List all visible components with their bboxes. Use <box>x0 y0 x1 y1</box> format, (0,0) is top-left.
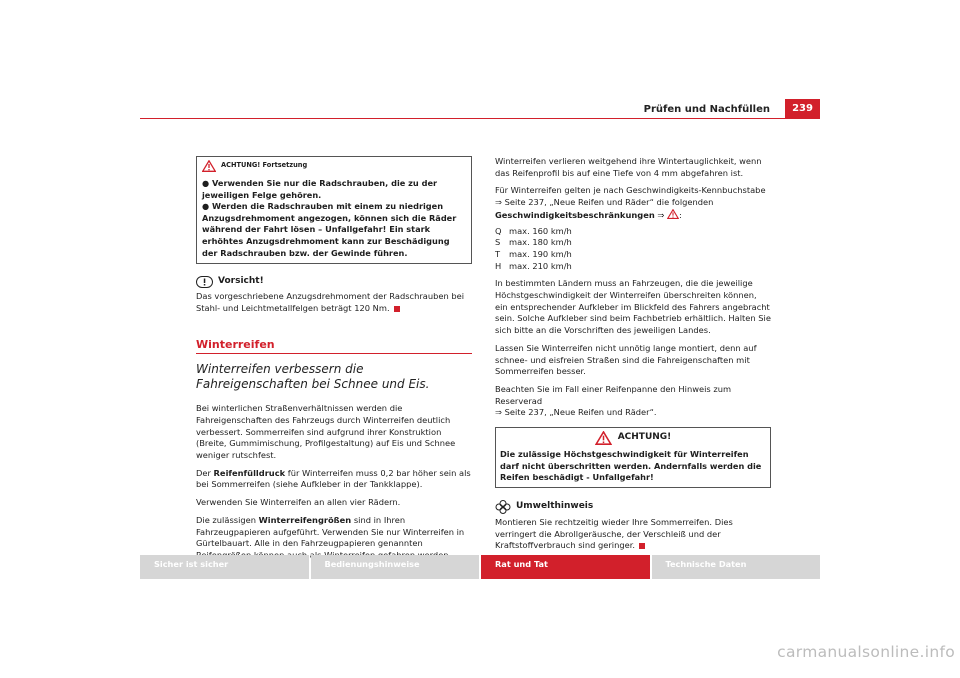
winter-paragraph-1: Bei winterlichen Straßenverhältnissen werden die Fahreigenschaften des Fahrzeugs durch Winterreifen deutlich verbessert. Sommerreifen sind aufgrund ihrer Konstruktion (Breite, Gummimischung, Profilgestaltung) auf Eis und Schnee weniger rutschfest. <box>196 403 456 461</box>
achtung-title: ACHTUNG! <box>617 432 672 443</box>
speed-row: Q max. 160 km/h <box>495 225 572 236</box>
bullet-icon: ● <box>202 178 210 188</box>
warning-bullet-1: ● Verwenden Sie nur die Radschrauben, die zu der jeweiligen Felge gehören. <box>202 178 438 200</box>
footer-tab-rat-und-tat[interactable]: Rat und Tat <box>481 555 650 579</box>
footer-tab-bedienung[interactable]: Bedienungshinweise <box>311 555 480 579</box>
achtung-text: Die zulässige Höchstgeschwindigkeit für Winterreifen darf nicht überschritten werden. Andernfalls werden die Reifen beschädigt - Unfallgefahr! <box>500 449 762 483</box>
umwelt-text: Montieren Sie rechtzeitig wieder Ihre Sommerreifen. Dies verringert die Abrollgeräusche, der Verschleiß und der Kraftstoffverbrauch sind geringer. <box>495 516 733 551</box>
umwelt-title: Umwelthinweis <box>516 500 594 511</box>
flower-icon <box>495 500 511 514</box>
vorsicht-text: Das vorgeschriebene Anzugsdrehmoment der Radschrauben bei Stahl- und Leichtmetallfelgen beträgt 120 Nm. <box>196 291 465 313</box>
section-title: Winterreifen <box>196 337 275 351</box>
speed-row: H max. 210 km/h <box>495 260 572 271</box>
winter-paragraph-2: Der Reifenfülldruck für Winterreifen muss 0,2 bar höher sein als bei Sommerreifen (siehe Aufkleber in der Tankklappe). <box>196 467 471 490</box>
warning-triangle-icon <box>202 160 216 172</box>
speed-row: S max. 180 km/h <box>495 237 572 248</box>
right-column <box>495 156 771 552</box>
right-paragraph-1: Winterreifen verlieren weitgehend ihre Wintertauglichkeit, wenn das Reifenprofil bis auf eine Tiefe von 4 mm abgefahren ist. <box>495 156 762 178</box>
right-paragraph-4: Lassen Sie Winterreifen nicht unnötig lange montiert, denn auf schnee- und eisfreien Straßen sind die Fahreigenschaften mit Sommerreifen besser. <box>495 342 757 377</box>
vorsicht-note <box>196 276 472 314</box>
footer-tab-sicher[interactable]: Sicher ist sicher <box>140 555 309 579</box>
watermark: carmanualsonline.info <box>777 643 955 661</box>
section-subtitle: Winterreifen verbessern die Fahreigenschaften bei Schnee und Eis. <box>196 362 430 392</box>
speed-limit-list <box>495 226 771 273</box>
winter-paragraph-4: Die zulässigen Winterreifengrößen sind in Ihren Fahrzeugpapieren aufgeführt. Verwenden Sie nur Winterreifen in Gürtelbauart. Alle in den Fahrzeugpapieren genannten <box>196 514 465 549</box>
warning-continued-title: ACHTUNG! Fortsetzung <box>221 161 308 170</box>
right-paragraph-3: In bestimmten Ländern muss an Fahrzeugen, die die jeweilige Höchstgeschwindigkeit der Winterreifen überschreiten können, ein entsprechender Aufkleber im Blickfeld des Fahrers angebracht sein. Solche Aufkleber sind beim Fachbetrieb erhältlich. Halten Sie sich bitte an die Vorschriften des jeweiligen Landes. <box>495 278 771 336</box>
warning-triangle-icon[interactable] <box>667 209 679 219</box>
right-paragraph-2: Für Winterreifen gelten je nach Geschwindigkeits-Kennbuchstabe ⇒ Seite 237, „Neue Reifen und Räder“ die folgenden Geschwindigkeitsbeschränkungen ⇒ : <box>495 185 766 220</box>
speed-row: T max. 190 km/h <box>495 248 572 259</box>
achtung-warning-box <box>495 427 771 488</box>
page-reference-link[interactable]: ⇒ Seite 237, „Neue Reifen und Räder“ die folgenden <box>495 197 714 208</box>
winter-paragraph-3: Verwenden Sie Winterreifen an allen vier Rädern. <box>196 497 401 508</box>
right-paragraph-5: Beachten Sie im Fall einer Reifenpanne den Hinweis zum Reserverad ⇒ Seite 237, „Neue Reifen und Räder“. <box>495 383 732 418</box>
header-rule <box>140 118 820 119</box>
bullet-icon: ● <box>202 201 210 212</box>
footer-navigation <box>140 555 820 579</box>
end-of-topic-mark <box>639 543 645 549</box>
end-of-topic-mark <box>394 306 400 312</box>
vorsicht-title: Vorsicht! <box>218 276 264 287</box>
exclamation-icon <box>196 276 213 288</box>
left-column <box>196 156 472 562</box>
page-reference-link[interactable]: ⇒ Seite 237, „Neue Reifen und Räder“. <box>495 407 657 418</box>
section-rule <box>196 353 472 354</box>
warning-continued-box <box>196 156 472 264</box>
warning-continued-header <box>202 160 466 172</box>
page-number: 239 <box>785 99 820 118</box>
running-header-title: Prüfen und Nachfüllen <box>643 104 770 115</box>
warning-bullet-2: ● Werden die Radschrauben mit einem zu niedrigen Anzugsdrehmoment angezogen, können sich die Räder während der Fahrt lösen – Unfallgefahr! Ein stark erhöhtes Anzugsdrehmoment kann zur Beschädigung der Radschrauben bzw. der Gewinde führen. <box>202 201 457 258</box>
umwelt-note <box>495 500 771 552</box>
warning-triangle-icon <box>595 431 612 445</box>
footer-tab-technische-daten[interactable]: Technische Daten <box>652 555 821 579</box>
